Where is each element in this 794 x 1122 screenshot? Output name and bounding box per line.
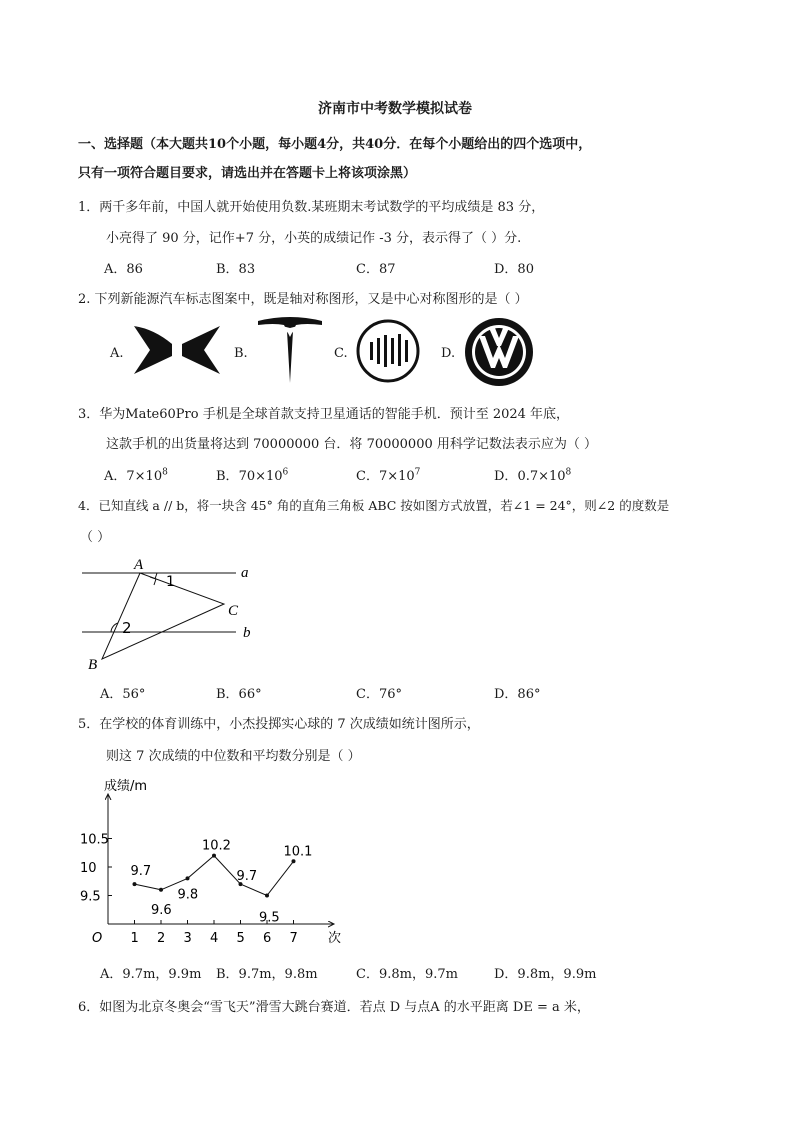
y-tick-label: 10 — [80, 861, 97, 876]
q3-option-d-letter: D． — [494, 469, 518, 484]
q4-option-a: A．56° — [100, 687, 146, 702]
q1-stem-line2: 小亮得了 90 分，记作+7 分，小英的成绩记作 -3 分，表示得了（ ）分. — [106, 231, 522, 246]
q3-option-a-exp: 8 — [162, 467, 168, 478]
y-tick-label: 10.5 — [80, 832, 109, 848]
q5-stem-line2: 则这 7 次成绩的中位数和平均数分别是（ ） — [106, 749, 361, 764]
q4-stem-line2: （ ） — [80, 530, 111, 545]
label-point-a: A — [134, 557, 144, 573]
x-tick-label: 3 — [183, 931, 192, 946]
data-point — [133, 882, 137, 886]
data-label: 9.8 — [177, 887, 199, 903]
y-tick-label: 9.5 — [80, 889, 101, 905]
parallel-lines-triangle-figure — [78, 555, 268, 675]
q3-option-a — [104, 465, 168, 484]
data-label: 9.7 — [236, 869, 258, 885]
q3-option-b — [216, 465, 288, 484]
y-axis-label: 成绩/m — [104, 779, 148, 794]
data-label: 10.2 — [202, 838, 231, 854]
origin-label: O — [92, 931, 103, 946]
label-point-b: B — [88, 657, 98, 673]
q3-option-a-base: 7×10 — [126, 469, 163, 484]
data-point — [292, 859, 296, 863]
x-axis-label: 次 — [328, 931, 342, 946]
q3-option-c-letter: C． — [356, 469, 379, 484]
series-line — [135, 856, 294, 896]
x-tick-label: 5 — [236, 931, 245, 946]
q3-option-d-exp: 8 — [565, 467, 572, 478]
label-angle-1: 1 — [166, 574, 175, 590]
q2-label-d: D. — [441, 346, 456, 361]
label-point-c: C — [228, 603, 239, 619]
x-tick-label: 1 — [130, 931, 139, 946]
q3-stem-line1: 3．华为Mate60Pro 手机是全球首款支持卫星通话的智能手机．预计至 2024 年底， — [78, 407, 570, 422]
data-label: 9.6 — [151, 902, 172, 918]
q3-option-c-exp: 7 — [414, 467, 421, 478]
x-tick-label: 6 — [263, 931, 272, 946]
data-point — [186, 876, 190, 880]
tesla-logo — [256, 317, 324, 385]
q5-option-d: D．9.8m，9.9m — [494, 967, 597, 982]
data-point — [265, 894, 269, 898]
label-line-b: b — [243, 625, 251, 641]
q3-option-d-base: 0.7×10 — [517, 469, 566, 484]
q6-stem-line1: 6．如图为北京冬奥会“雪飞天”滑雪大跳台赛道．若点 D 与点A 的水平距离 DE = a 米， — [78, 1000, 590, 1015]
q1-option-a: A．86 — [104, 262, 143, 277]
q2-label-b: B. — [234, 346, 248, 361]
x-tick-label: 4 — [210, 931, 219, 946]
q3-option-b-exp: 6 — [282, 467, 289, 478]
data-point — [159, 888, 163, 892]
section-heading-line2: 只有一项符合题目要求，请选出并在答题卡上将该项涂黑） — [78, 166, 417, 181]
q4-option-b: B．66° — [216, 687, 262, 702]
q2-stem-line1: 2. 下列新能源汽车标志图案中，既是轴对称图形，又是中心对称图形的是（ ） — [78, 292, 528, 307]
q2-label-c: C. — [334, 346, 348, 361]
data-label: 9.7 — [130, 864, 152, 880]
q5-stem-line1: 5．在学校的体育训练中，小杰投掷实心球的 7 次成绩如统计图所示， — [78, 717, 480, 732]
page-title: 济南市中考数学模拟试卷 — [318, 101, 472, 117]
q3-option-c-base: 7×10 — [378, 469, 415, 484]
q1-stem-line1: 1．两千多年前，中国人就开始使用负数.某班期末考试数学的平均成绩是 83 分， — [78, 200, 545, 215]
data-label: 10.1 — [283, 844, 313, 860]
q3-stem-line2: 这款手机的出货量将达到 70000000 台．将 70000000 用科学记数法表示应为（ ） — [106, 437, 597, 452]
q4-stem-line1: 4．已知直线 a // b，将一块含 45° 角的直角三角板 ABC 按如图方式放置，若∠1 = 24°，则∠2 的度数是 — [78, 498, 670, 513]
q3-option-a-letter: A． — [104, 469, 127, 484]
q1-option-c: C．87 — [356, 262, 396, 277]
line-chart — [76, 772, 356, 952]
q2-label-a: A. — [110, 346, 124, 361]
q5-option-b: B．9.7m，9.8m — [216, 967, 318, 982]
section-heading-line1: 一、选择题（本大题共10个小题，每小题4分，共40分．在每个小题给出的四个选项中， — [78, 137, 592, 152]
q5-option-a: A．9.7m，9.9m — [100, 967, 202, 982]
volkswagen-logo — [463, 316, 535, 388]
label-line-a: a — [241, 565, 249, 581]
data-point — [212, 854, 216, 858]
q1-option-d: D．80 — [494, 262, 534, 277]
x-tick-label: 2 — [157, 931, 166, 946]
q1-option-b: B．83 — [216, 262, 256, 277]
data-label: 9.5 — [259, 910, 280, 926]
x-tick-label: 7 — [289, 931, 298, 946]
q4-option-d: D．86° — [494, 687, 541, 702]
q3-option-d — [494, 465, 571, 484]
x-shape-logo — [134, 323, 220, 377]
label-angle-2: 2 — [122, 619, 132, 637]
q3-option-b-base: 70×10 — [238, 469, 283, 484]
q5-option-c: C．9.8m，9.7m — [356, 967, 458, 982]
q3-option-c — [356, 465, 420, 484]
vertical-bars-circle-logo — [355, 318, 421, 384]
q3-option-b-letter: B． — [216, 469, 239, 484]
q4-option-c: C．76° — [356, 687, 402, 702]
